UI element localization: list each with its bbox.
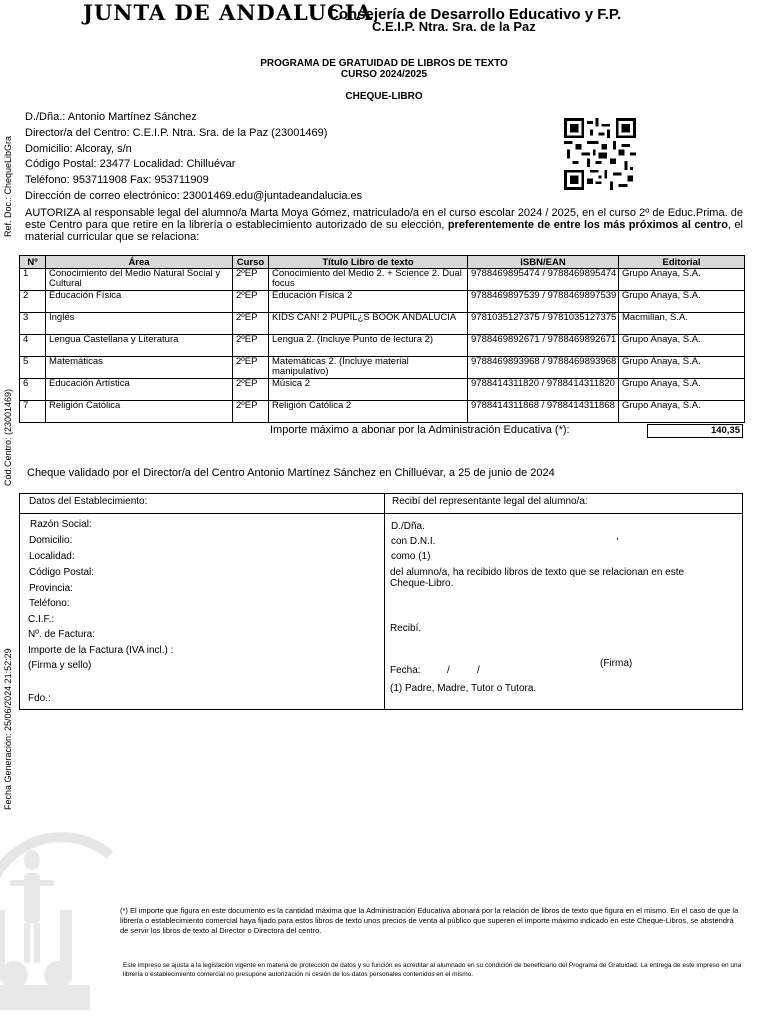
name-line: D./Dña.: Antonio Martínez Sánchez: [25, 111, 197, 123]
table-row: [20, 269, 745, 291]
cell-editorial: Grupo Anaya, S.A.: [619, 379, 745, 401]
como-label: como (1): [391, 551, 431, 562]
cell-area: Religión Católica: [46, 401, 233, 423]
domicilio-label: Domicilio:: [29, 535, 73, 546]
cell-editorial: Grupo Anaya, S.A.: [619, 401, 745, 423]
cell-curso: 2ºEP: [233, 313, 269, 335]
cell-num: 5: [20, 357, 46, 379]
firma-label: (Firma): [600, 658, 633, 669]
cell-area: Lengua Castellana y Literatura: [46, 335, 233, 357]
col-header-titulo: Título Libro de texto: [269, 256, 468, 269]
cell-isbn: 9781035127375 / 9781035127375: [468, 313, 619, 335]
cell-editorial: Grupo Anaya, S.A.: [619, 357, 745, 379]
cell-curso: 2ºEP: [233, 335, 269, 357]
cod-centro-label: Cód.Centro: (23001469): [3, 388, 13, 486]
fecha-generacion-label: Fecha Generación: 25/06/2024 21:52:29: [3, 648, 13, 810]
cell-titulo: Lengua 2. (Incluye Punto de lectura 2): [269, 335, 468, 357]
table-row: [20, 401, 745, 423]
cell-area: Conocimiento del Medio Natural Social y Cultural: [46, 269, 233, 291]
cell-num: 7: [20, 401, 46, 423]
fecha-label: Fecha:: [390, 665, 421, 676]
cell-num: 1: [20, 269, 46, 291]
footer-note-1: (*) El importe que figura en este documento es la cantidad máxima que la Administración Educativa abonará por la relación de libros de texto que figura en el mismo. En el caso de que la librería o establecimiento comercial haya fijado para estos libros de texto unos precios de venta al público que superen el importe máximo indicado en este Cheque-Libros, se abstendrá de servir los libros de texto al Director o Directora del centro.: [120, 906, 739, 935]
firma-sello-label: (Firma y sello): [28, 660, 92, 671]
tel-line: Teléfono: 953711908 Fax: 953711909: [25, 174, 209, 186]
cell-isbn: 9788414311868 / 9788414311868: [468, 401, 619, 423]
cell-isbn: 9788414311820 / 9788414311820: [468, 379, 619, 401]
cell-num: 6: [20, 379, 46, 401]
cp-line: Código Postal: 23477 Localidad: Chilluévar: [25, 158, 236, 170]
footer-note-2: Este impreso se ajusta a la legislación vigente en materia de protección de datos y su función es acreditar al alumnado en su condición de beneficiario del Programa de Gratuidad. La entrega de este impreso en una librería o establecimiento comercial no presupone autorización ni cesión de los datos personales contenidos en el mismo.: [123, 962, 742, 978]
cell-titulo: Educación Física 2: [269, 291, 468, 313]
box-divider: [384, 493, 385, 710]
director-line: Director/a del Centro: C.E.I.P. Ntra. Sra. de la Paz (23001469): [25, 127, 328, 139]
cell-area: Matemáticas: [46, 357, 233, 379]
cell-curso: 2ºEP: [233, 291, 269, 313]
col-header-curso: Curso: [233, 256, 269, 269]
signature-box: [19, 493, 743, 710]
razon-social-label: Razón Social:: [30, 519, 92, 530]
dni-comma: ,: [616, 531, 619, 542]
recibi-label: Recibí.: [390, 623, 422, 634]
qr-code-icon: [562, 118, 638, 190]
cell-titulo: Matemáticas 2. (Incluye material manipulativo): [269, 357, 468, 379]
cell-num: 2: [20, 291, 46, 313]
fecha-slash-1: /: [447, 665, 450, 676]
cell-area: Educación Artística: [46, 379, 233, 401]
dna-label: D./Dña.: [391, 521, 425, 532]
cif-label: C.I.F.:: [28, 614, 55, 625]
representante-header: Recibí del representante legal del alumno/a:: [392, 496, 588, 507]
cell-num: 3: [20, 313, 46, 335]
ref-doc-label: Ref. Doc.: ChequeLibGra: [3, 135, 13, 237]
authorization-text: AUTORIZA al responsable legal del alumno/a Marta Moya Gómez, matriculado/a en el curso escolar 2024 / 2025, en el curso 2º de Educ.Prima. de este Centro para que retire en la librería o establecimiento autorizado de su elección, preferentemente de entre los más próximos al centro, el material curricular que se relaciona:: [25, 207, 743, 243]
nota-label: (1) Padre, Madre, Tutor o Tutora.: [390, 683, 537, 694]
validation-text: Cheque validado por el Director/a del Centro Antonio Martínez Sánchez en Chilluévar, a 25 de junio de 2024: [27, 467, 555, 479]
table-row: [20, 291, 745, 313]
cell-num: 4: [20, 335, 46, 357]
localidad-label: Localidad:: [29, 551, 75, 562]
email-line: Dirección de correo electrónico: 23001469.edu@juntadeandalucia.es: [25, 190, 363, 202]
fdo-label: Fdo.:: [28, 693, 51, 704]
cell-titulo: KIDS CAN! 2 PUPIL¿S BOOK ANDALUCIA: [269, 313, 468, 335]
importe-label: Importe máximo a abonar por la Administración Educativa (*):: [270, 424, 570, 436]
cell-titulo: Conocimiento del Medio 2. + Science 2. Dual focus: [269, 269, 468, 291]
cell-isbn: 9788469897539 / 9788469897539: [468, 291, 619, 313]
doc-title: CHEQUE-LIBRO: [345, 91, 423, 102]
cell-editorial: Grupo Anaya, S.A.: [619, 291, 745, 313]
col-header-area: Área: [46, 256, 233, 269]
telefono-label: Teléfono:: [29, 598, 70, 609]
books-table: [19, 255, 745, 423]
cp-label: Código Postal:: [29, 567, 95, 578]
cell-curso: 2ºEP: [233, 379, 269, 401]
cell-isbn: 9788469895474 / 9788469895474: [468, 269, 619, 291]
course-title: CURSO 2024/2025: [340, 69, 428, 80]
col-header-editorial: Editorial: [619, 256, 745, 269]
cell-titulo: Religión Católica 2: [269, 401, 468, 423]
cell-isbn: 9788469892671 / 9788469892671: [468, 335, 619, 357]
cell-curso: 2ºEP: [233, 269, 269, 291]
cell-curso: 2ºEP: [233, 357, 269, 379]
program-title: PROGRAMA DE GRATUIDAD DE LIBROS DE TEXTO: [260, 58, 508, 69]
alumno-text: del alumno/a, ha recibido libros de texto que se relacionan en este Cheque-Libro.: [390, 567, 685, 589]
provincia-label: Provincia:: [29, 583, 73, 594]
fecha-slash-2: /: [477, 665, 480, 676]
importe-value: 140,35: [647, 424, 743, 438]
cell-isbn: 9788469893968 / 9788469893968: [468, 357, 619, 379]
dni-label: con D.N.I.: [391, 536, 436, 547]
table-row: [20, 379, 745, 401]
table-row: [20, 335, 745, 357]
box-header-divider: [19, 513, 743, 514]
cell-curso: 2ºEP: [233, 401, 269, 423]
cell-editorial: Grupo Anaya, S.A.: [619, 335, 745, 357]
domicilio-line: Domicilio: Alcoray, s/n: [25, 143, 132, 155]
cell-titulo: Música 2: [269, 379, 468, 401]
cell-editorial: Grupo Anaya, S.A.: [619, 269, 745, 291]
cell-area: Educación Física: [46, 291, 233, 313]
importe-factura-label: Importe de la Factura (IVA incl.) :: [28, 645, 174, 656]
andalucia-emblem-icon: [0, 815, 118, 1015]
cell-area: Inglés: [46, 313, 233, 335]
col-header-isbn: ISBN/EAN: [468, 256, 619, 269]
col-header-num: Nº: [20, 256, 46, 269]
junta-logo: JUNTA DE ANDALUCIA: [83, 0, 373, 25]
cell-editorial: Macmillan, S.A.: [619, 313, 745, 335]
table-row: [20, 313, 745, 335]
school-name: C.E.I.P. Ntra. Sra. de la Paz: [372, 19, 536, 34]
factura-label: Nº. de Factura:: [28, 629, 96, 640]
consejeria-title: Consejería de Desarrollo Educativo y F.P.: [328, 6, 622, 23]
establecimiento-header: Datos del Establecimiento:: [29, 496, 148, 507]
table-row: [20, 357, 745, 379]
